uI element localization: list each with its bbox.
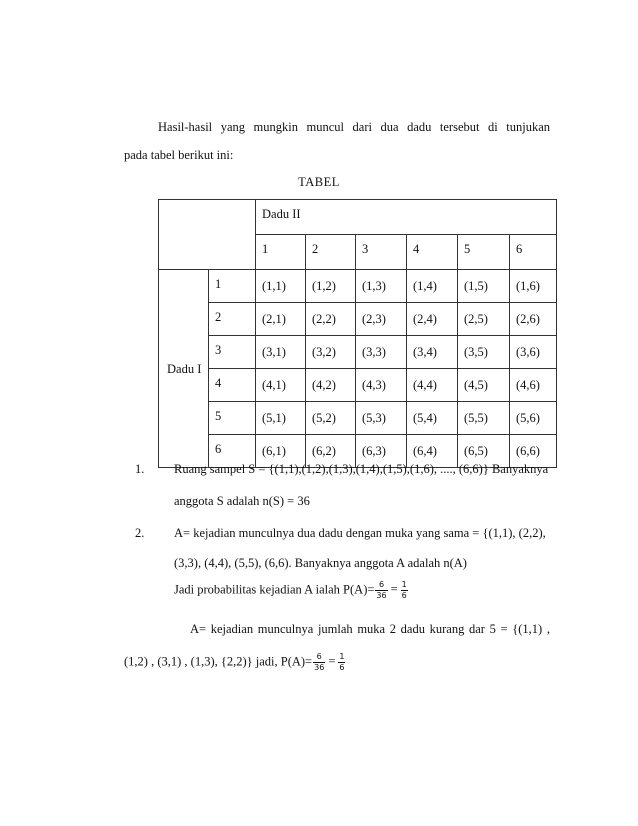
col-group-label: Dadu II	[256, 200, 557, 235]
fraction	[401, 580, 408, 601]
col-header: 1	[256, 235, 306, 270]
list-number-2: 2.	[135, 526, 145, 540]
col-header: 6	[510, 235, 557, 270]
fraction-numerator: 1	[339, 652, 345, 661]
fraction-denominator: 36	[376, 591, 387, 600]
table-cell: (6,2)	[306, 435, 356, 468]
paragraph-text: (1,2) , (3,1) , (1,3), {2,2)} jadi, P(A)=	[124, 654, 313, 669]
col-header: 3	[356, 235, 407, 270]
table-cell: (3,4)	[407, 336, 458, 369]
table-cell: (2,5)	[458, 303, 510, 336]
table-cell: (4,3)	[356, 369, 407, 402]
table-cell: (1,5)	[458, 270, 510, 303]
equals-sign: =	[328, 654, 336, 669]
table-title: TABEL	[298, 175, 340, 189]
col-header: 5	[458, 235, 510, 270]
intro-line-1: Hasil-hasil yang mungkin muncul dari dua dadu tersebut di tunjukan	[158, 120, 550, 134]
table-row	[159, 270, 557, 303]
table-cell: (6,6)	[510, 435, 557, 468]
table-cell: (5,4)	[407, 402, 458, 435]
table-cell: (3,6)	[510, 336, 557, 369]
row-header: 3	[209, 336, 256, 369]
fraction-denominator: 6	[401, 591, 407, 600]
table-row	[159, 336, 557, 369]
table-cell: (6,3)	[356, 435, 407, 468]
table-row	[159, 303, 557, 336]
equals-sign: =	[390, 582, 398, 597]
table-cell: (3,1)	[256, 336, 306, 369]
paragraph-line-1: A= kejadian munculnya jumlah muka 2 dadu kurang dar 5 = {(1,1) ,	[190, 622, 550, 636]
row-header: 2	[209, 303, 256, 336]
table-cell: (5,1)	[256, 402, 306, 435]
intro-line-2: pada tabel berikut ini:	[124, 148, 234, 162]
table-cell: (2,1)	[256, 303, 306, 336]
table-corner-cell	[159, 200, 256, 270]
table-cell: (5,2)	[306, 402, 356, 435]
table-cell: (6,4)	[407, 435, 458, 468]
table-cell: (4,2)	[306, 369, 356, 402]
table-cell: (5,5)	[458, 402, 510, 435]
table-cell: (6,1)	[256, 435, 306, 468]
table-cell: (2,2)	[306, 303, 356, 336]
col-header: 4	[407, 235, 458, 270]
list-number-1: 1.	[135, 462, 145, 476]
table-cell: (1,6)	[510, 270, 557, 303]
fraction-numerator: 6	[313, 652, 325, 663]
paragraph-line-2	[124, 652, 346, 673]
table-cell: (3,5)	[458, 336, 510, 369]
row-header: 6	[209, 435, 256, 468]
table-header-row-group	[159, 200, 557, 235]
table-cell: (5,6)	[510, 402, 557, 435]
row-header: 4	[209, 369, 256, 402]
table-cell: (2,3)	[356, 303, 407, 336]
fraction	[338, 652, 345, 673]
fraction-numerator: 6	[375, 580, 387, 591]
table-cell: (4,4)	[407, 369, 458, 402]
row-header: 1	[209, 270, 256, 303]
probability-text: Jadi probabilitas kejadian A ialah P(A)=	[174, 582, 375, 597]
list-item-1-line-1: Ruang sampel S = {(1,1),(1,2),(1,3),(1,4),(1,5),(1,6), ...., (6,6)} Banyaknya	[174, 462, 549, 476]
table-cell: (1,4)	[407, 270, 458, 303]
table-row	[159, 369, 557, 402]
fraction-numerator: 1	[401, 580, 407, 589]
fraction-denominator: 36	[314, 663, 325, 672]
fraction-denominator: 6	[339, 663, 345, 672]
table-cell: (4,6)	[510, 369, 557, 402]
table-row	[159, 402, 557, 435]
table-cell: (1,1)	[256, 270, 306, 303]
list-item-2-line-1: A= kejadian munculnya dua dadu dengan muka yang sama = {(1,1), (2,2),	[174, 526, 546, 540]
table-cell: (4,5)	[458, 369, 510, 402]
table-cell: (5,3)	[356, 402, 407, 435]
fraction	[375, 580, 387, 601]
list-item-1-line-2: anggota S adalah n(S) = 36	[174, 494, 310, 508]
row-header: 5	[209, 402, 256, 435]
list-item-2-line-3	[174, 580, 409, 601]
table-cell: (3,2)	[306, 336, 356, 369]
table-cell: (1,3)	[356, 270, 407, 303]
row-group-label: Dadu I	[159, 270, 209, 468]
table-cell: (2,6)	[510, 303, 557, 336]
table-cell: (2,4)	[407, 303, 458, 336]
list-item-2-line-2: (3,3), (4,4), (5,5), (6,6). Banyaknya anggota A adalah n(A)	[174, 556, 467, 570]
table-cell: (6,5)	[458, 435, 510, 468]
dice-outcome-table	[158, 199, 557, 468]
table-cell: (4,1)	[256, 369, 306, 402]
col-header: 2	[306, 235, 356, 270]
fraction	[313, 652, 325, 673]
table-cell: (1,2)	[306, 270, 356, 303]
table-cell: (3,3)	[356, 336, 407, 369]
